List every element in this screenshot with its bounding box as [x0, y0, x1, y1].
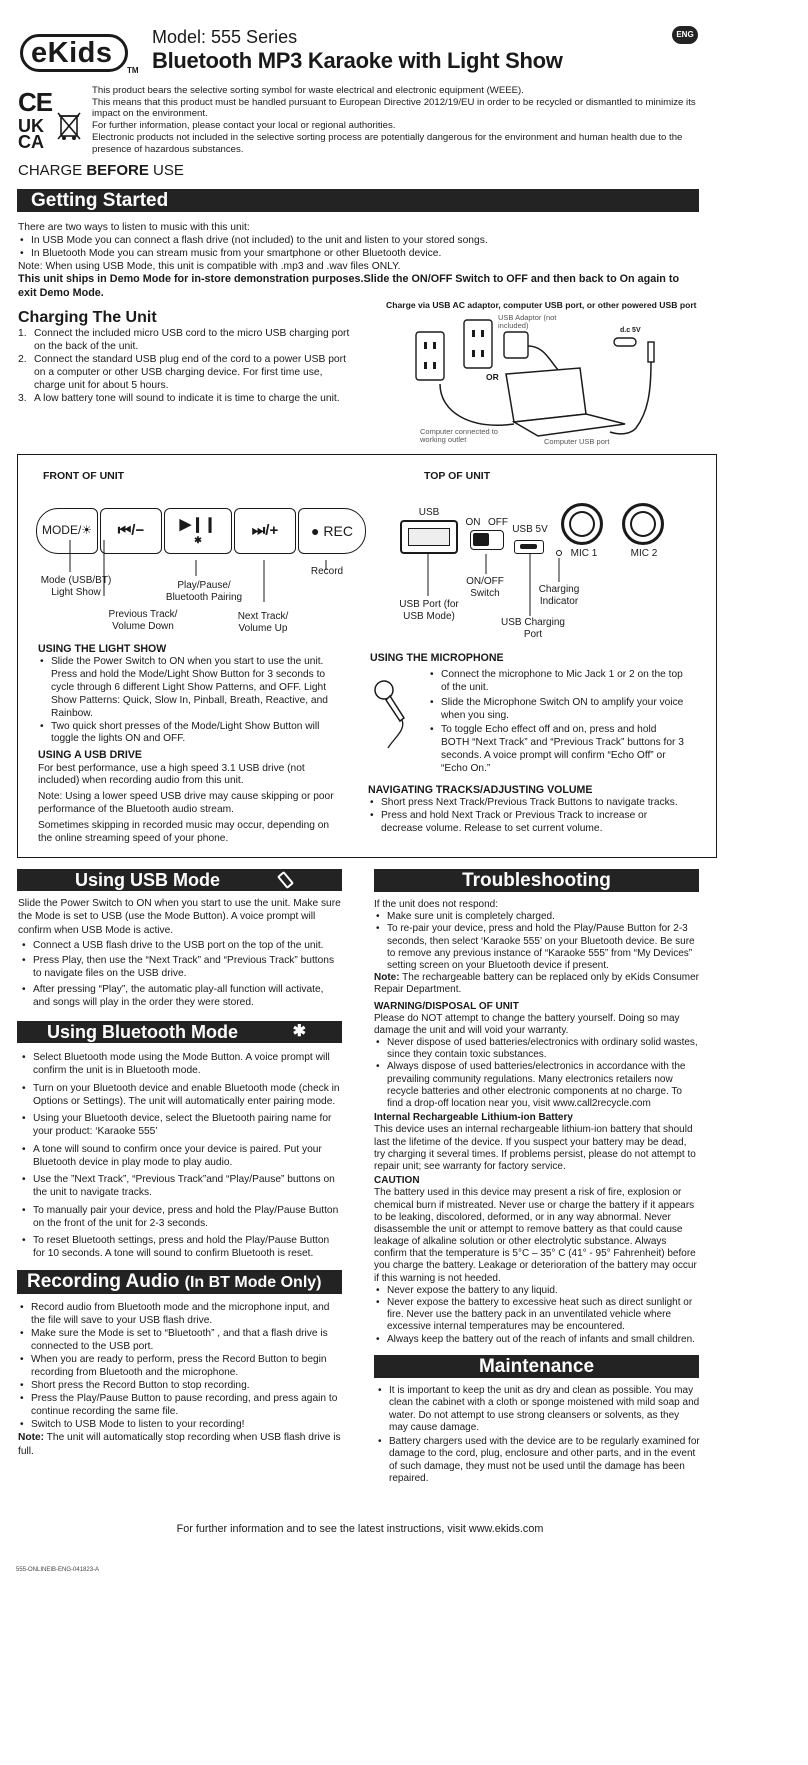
list-item: • Two quick short presses of the Mode/Light Show Button will toggle the lights ON and OFF. — [38, 721, 334, 747]
step-number: 3. — [18, 392, 27, 404]
note-label: Note: — [18, 1432, 45, 1444]
list-item: • Use the ”Next Track”, “Previous Track”and “Play/Pause” buttons on the unit to navigate tracks. — [20, 1173, 342, 1200]
wall-outlet-icon — [416, 332, 444, 380]
mic2-jack[interactable] — [622, 503, 664, 545]
list-item: • To re-pair your device, press and hold the Play/Pause Button for 2-3 seconds, then select ‘Karaoke 555’ on your Bluetooth device. Be sure to remove any previous instance of “Karaoke 555” from “My Devices” setting screen on your Bluetooth device if present. — [374, 923, 700, 972]
prev-key-label: ⏮/− — [117, 522, 145, 540]
dc-label: d.c 5V — [620, 327, 641, 334]
section-title: Getting Started — [31, 190, 169, 211]
charge-bold: BEFORE — [86, 162, 149, 179]
language-badge: ENG — [672, 26, 698, 44]
front-of-unit-title: FRONT OF UNIT — [43, 470, 125, 482]
note-text: The rechargeable battery can be replaced only by eKids Consumer Repair Department. — [374, 972, 699, 996]
play-pause-label: Play/Pause/ Bluetooth Pairing — [165, 580, 243, 603]
getting-started-body — [18, 221, 700, 301]
warning-title: WARNING/DISPOSAL OF UNIT — [374, 1000, 519, 1012]
power-switch-knob — [473, 533, 489, 546]
product-title: Bluetooth MP3 Karaoke with Light Show — [152, 48, 563, 73]
navigating-section — [368, 784, 688, 836]
list-item: • In Bluetooth Mode you can stream music from your smartphone or other Bluetooth device. — [18, 247, 700, 260]
charging-figure-caption: Charge via USB AC adaptor, computer USB port, or other powered USB port — [386, 300, 697, 310]
list-item: • Press Play, then use the “Next Track” and “Previous Track” buttons to navigate files on the USB drive. — [20, 954, 342, 981]
warning-text: Please do NOT attempt to change the battery yourself. Doing so may damage the unit and will void your warranty. — [374, 1012, 680, 1036]
list-item: • Never expose the battery to excessive heat such as direct sunlight or fire. Never use the battery pack in an unventilated vehicle where excessive internal temperatures may be encountered. — [374, 1297, 700, 1334]
power-switch[interactable] — [470, 530, 504, 550]
step-text: A low battery tone will sound to indicate it is time to charge the unit. — [34, 392, 340, 404]
note-label: Note: — [374, 972, 400, 984]
section-title: Recording Audio — [27, 1271, 180, 1292]
ce-mark: CE — [18, 87, 53, 117]
usb-drive-para: Note: Using a lower speed USB drive may cause skipping or poor performance of the Bluetooth audio stream. — [38, 791, 334, 816]
on-label: ON — [465, 517, 481, 528]
section-title-suffix: (In BT Mode Only) — [184, 1274, 322, 1291]
trouble-intro: If the unit does not respond: — [374, 899, 498, 910]
usb-drive-para: Sometimes skipping in recorded music may occur, depending on the online streaming speed of your phone. — [38, 819, 330, 844]
list-item: • When you are ready to perform, press the Record Button to begin recording from Bluetooth and the microphone. — [18, 1353, 342, 1379]
usb-port — [400, 520, 458, 554]
section-title: Using USB Mode — [75, 870, 221, 890]
recording-note — [18, 1431, 342, 1457]
bluetooth-icon: ✱ — [292, 1023, 306, 1040]
recording-header — [17, 1270, 342, 1294]
bluetooth-mode-header — [17, 1021, 342, 1043]
model-number: Model: 555 Series — [152, 27, 298, 47]
list-item: • To manually pair your device, press and hold the Play/Pause Button on the front of the unit for 2-3 seconds. — [20, 1204, 342, 1231]
mode-key-label: MODE/☀ — [41, 523, 93, 538]
or-label: OR — [486, 372, 499, 382]
list-item: • Using your Bluetooth device, select the Bluetooth pairing name for your product: ‘Karaoke 555’ — [20, 1112, 342, 1139]
list-item: • Never dispose of used batteries/electronics with ordinary solid wastes, since they contain toxic substances. — [374, 1037, 700, 1061]
computer-port-label: Computer USB port — [544, 437, 610, 446]
list-item: • A tone will sound to confirm once your device is paired. Put your Bluetooth device in play mode to play audio. — [20, 1143, 342, 1170]
bluetooth-icon: ✱ — [194, 534, 202, 545]
charging-steps — [18, 328, 353, 406]
list-item — [18, 354, 353, 393]
section-title: Troubleshooting — [462, 870, 611, 891]
trademark: TM — [127, 66, 139, 75]
usb-port-slot — [408, 528, 450, 546]
list-item: • Press and hold Next Track or Previous Track to increase or decrease volume. Release to set current volume. — [368, 810, 688, 836]
section-title: Using Bluetooth Mode — [47, 1022, 238, 1042]
usb-drive-title: USING A USB DRIVE — [38, 749, 142, 762]
caution-title: CAUTION — [374, 1175, 420, 1187]
list-item: • Slide the Microphone Switch ON to amplify your voice when you sing. — [428, 697, 686, 723]
list-item: • After pressing “Play”, the automatic play-all function will activate, and songs will play in the order they were stored. — [20, 983, 342, 1010]
intro-text: There are two ways to listen to music with this unit: — [18, 222, 250, 233]
charging-port-slot — [520, 544, 537, 549]
list-item: • Select Bluetooth mode using the Mode Button. A voice prompt will confirm the unit is in Bluetooth mode. — [20, 1051, 342, 1078]
troubleshooting-header — [374, 869, 699, 892]
weee-text — [92, 85, 700, 155]
weee-bin-icon — [56, 110, 82, 142]
list-item — [18, 393, 353, 406]
next-track-label: Next Track/ Volume Up — [237, 611, 289, 634]
step-number: 2. — [18, 353, 27, 365]
list-item: • Make sure unit is completely charged. — [374, 911, 700, 923]
light-show-title: USING THE LIGHT SHOW — [38, 643, 167, 655]
mic1-jack[interactable] — [561, 503, 603, 545]
getting-started-header — [17, 189, 699, 212]
ekids-logo — [20, 34, 128, 72]
demo-mode-note: This unit ships in Demo Mode for in-store demonstration purposes.Slide the ON/OFF Switch to OFF and then back to On again to exit Demo Mode. — [18, 273, 680, 299]
logo-text: eKids — [31, 37, 113, 69]
charge-before-use — [18, 161, 184, 181]
ukca-mark — [18, 118, 50, 150]
weee-line: Electronic products not included in the selective sorting process are potentially dangerous for the environment and human health due to the presence of hazardous substances. — [92, 131, 683, 155]
mic2-label: MIC 2 — [630, 548, 658, 559]
weee-line: For further information, please contact your local or regional authorities. — [92, 120, 396, 132]
list-item: • Connect the microphone to Mic Jack 1 or 2 on the top of the unit. — [428, 669, 686, 695]
list-item: • Make sure the Mode is set to “Bluetooth” , and that a flash drive is connected to the USB port. — [18, 1327, 342, 1353]
list-item: • Press the Play/Pause Button to pause recording, and press again to continue recording the same file. — [18, 1392, 342, 1418]
battery-title: Internal Rechargeable Lithium-ion Battery — [374, 1112, 573, 1124]
microphone-icon — [372, 678, 430, 750]
usb-port-label: USB Port (for USB Mode) — [399, 599, 459, 622]
wall-outlet-icon — [464, 320, 492, 368]
ukca-bottom: CA — [18, 132, 44, 152]
section-title: Maintenance — [478, 1356, 595, 1377]
charge-pre: CHARGE — [18, 162, 87, 179]
list-item: • Always keep the battery out of the reach of infants and small children. — [374, 1334, 700, 1346]
step-number: 1. — [18, 328, 27, 339]
usb-top-label: USB — [418, 507, 440, 518]
next-key-label: ⏭/+ — [251, 522, 279, 540]
micro-usb-port-icon — [610, 338, 654, 434]
usb-5v-label: USB 5V — [512, 524, 548, 535]
list-item: • Turn on your Bluetooth device and enable Bluetooth mode (check in Options or Settings). The unit will automatically enter pairing mode. — [20, 1082, 342, 1109]
top-of-unit-title: TOP OF UNIT — [424, 470, 491, 482]
weee-line: This product bears the selective sorting symbol for waste electrical and electronic equipment (WEEE). — [92, 85, 524, 96]
battery-text: This device uses an internal rechargeable lithium-ion battery that should last the lifetime of the device. If you suspect your battery may be dead, try charging it several times. If problems persist, please do not attempt to repair unit; see warranty for factory service. — [374, 1124, 696, 1172]
microphone-title: USING THE MICROPHONE — [370, 652, 504, 664]
on-off-switch-label: ON/OFF Switch — [466, 576, 504, 599]
note-text: The unit will automatically stop recording when USB flash drive is full. — [18, 1432, 341, 1457]
charging-indicator-label: Charging Indicator — [538, 584, 580, 607]
record-label: Record — [310, 566, 344, 577]
usb-mode-body — [18, 897, 342, 1009]
off-label: OFF — [488, 517, 508, 528]
recording-body — [18, 1301, 342, 1458]
laptop-icon — [440, 368, 625, 436]
usb-drive-icon — [277, 871, 294, 889]
usb-charging-port-label: USB Charging Port — [501, 617, 565, 640]
navigating-title: NAVIGATING TRACKS/ADJUSTING VOLUME — [368, 784, 593, 796]
list-item: • Battery chargers used with the device are to be regularly examined for damage to the cord, plug, enclosure and other parts, and in the event of such damage, they must not be used until the damage has been repaired. — [376, 1436, 700, 1485]
footer-text: For further information and to see the latest instructions, visit www.ekids.com — [176, 1523, 544, 1535]
list-item: • To reset Bluetooth settings, press and hold the Play/Pause Button for 10 seconds. A tone will sound to confirm Bluetooth is reset. — [20, 1234, 342, 1261]
maintenance-header — [374, 1355, 699, 1378]
rec-key-label: ● REC — [311, 522, 353, 539]
ukca-top: UK — [18, 116, 44, 136]
trouble-note — [374, 972, 700, 996]
usb-drive-para: For best performance, use a high speed 3.1 USB drive (not included) when recording audio from this unit. — [38, 762, 305, 787]
maintenance-bullets — [376, 1385, 700, 1485]
mode-label: Mode (USB/BT) Light Show — [40, 575, 112, 598]
troubleshooting-body — [374, 899, 700, 1346]
list-item: • Connect a USB flash drive to the USB port on the top of the unit. — [20, 939, 342, 952]
caution-text: The battery used in this device may present a risk of fire, explosion or chemical burn if mistreated. Never use or charge the battery if it appears to be leaking, discolored, deformed, or in any way abnormal. Never disassemble the unit or attempt to remove battery as that could cause leakage of alkaline solution or other electrolytic substance. Always confirm that the temperature is 5°C – 35° C (41° - 95° Fahrenheit) before you charge the battery. Leakage or deterioration of the battery may occur if this warning is not heeded. — [374, 1187, 697, 1284]
list-item: • Never expose the battery to any liquid. — [374, 1285, 700, 1297]
charge-post: USE — [148, 162, 184, 179]
usb-mode-header — [17, 869, 342, 891]
step-text: Connect the included micro USB cord to the micro USB charging port on the back of the unit. — [34, 328, 350, 352]
usb-note: Note: When using USB Mode, this unit is compatible with .mp3 and .wav files ONLY. — [18, 261, 401, 273]
light-show-section — [38, 643, 334, 846]
mic1-label: MIC 1 — [570, 548, 598, 559]
list-item: • To toggle Echo effect off and on, press and hold BOTH “Next Track” and “Previous Track” buttons for 3 seconds. A voice prompt will confirm “Echo Off” or “Echo On.” — [428, 724, 686, 775]
weee-line: This means that this product must be handled pursuant to European Directive 2012/19/EU in order to be recycled or dismantled to minimize its impact on the environment. — [92, 96, 696, 120]
computer-outlet-label: Computer connected to working outlet — [420, 427, 498, 445]
list-item: • Short press Next Track/Previous Track Buttons to navigate tracks. — [368, 797, 688, 810]
microphone-bullets — [428, 669, 686, 776]
document-code: 555-ONLINEIB-ENG-041823-A — [16, 1567, 100, 1573]
usb-mode-intro: Slide the Power Switch to ON when you start to use the unit. Make sure the Mode is set to USB (use the Mode Button). A voice prompt will confirm when USB Mode is active. — [18, 898, 341, 936]
list-item: • Short press the Record Button to stop recording. — [18, 1379, 342, 1392]
play-key-label: ▶❙❙ — [179, 516, 217, 534]
list-item: • It is important to keep the unit as dry and clean as possible. You may clean the cabinet with a cloth or sponge moistened with mild soap and water. Do not attempt to use strong cleansers or solvents, as they may cause damage. — [376, 1385, 700, 1434]
step-text: Connect the standard USB plug end of the cord to a power USB port on a computer or other USB charging device. For first time use, charge unit for about 5 hours. — [34, 353, 346, 391]
list-item — [18, 328, 353, 354]
previous-track-label: Previous Track/ Volume Down — [108, 609, 178, 632]
list-item: • Always dispose of used batteries/electronics in accordance with the prevailing community regulations. Many electronics retailers now recycle batteries and other electronic components at no charge. To find a drop-off location near you, visit www.call2recycle.com — [374, 1061, 700, 1110]
list-item: • Slide the Power Switch to ON when you start to use the unit. Press and hold the Mode/Light Show Button for 3 seconds to cycle through 6 different Light Show Patterns, and OFF. Light Show Patterns: Quick, Slow In, Pinball, Breath, Reactive, and Rainbow. — [38, 656, 334, 720]
usb-adaptor-icon — [504, 332, 560, 372]
list-item: • Record audio from Bluetooth mode and the microphone input, and the file will save to your USB flash drive. — [18, 1301, 342, 1327]
list-item: • In USB Mode you can connect a flash drive (not included) to the unit and listen to your stored songs. — [18, 234, 700, 247]
charging-title: Charging The Unit — [18, 309, 157, 326]
list-item: • Switch to USB Mode to listen to your recording! — [18, 1418, 342, 1431]
bluetooth-mode-bullets — [20, 1051, 342, 1261]
usb-charging-port — [514, 540, 544, 554]
adaptor-label: USB Adaptor (not included) — [498, 313, 557, 331]
